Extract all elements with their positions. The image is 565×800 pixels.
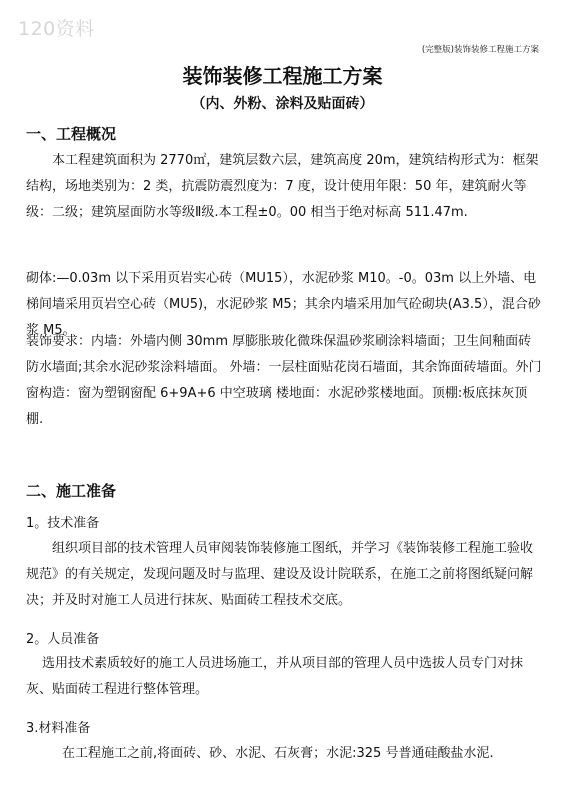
paragraph-materials: 在工程施工之前,将面砖、砂、水泥、石灰膏；水泥:325 号普通硅酸盐水泥. (62, 746, 494, 761)
paragraph-decoration: 装饰要求：内墙：外墙内侧 30mm 厚膨胀玻化微珠保温砂浆刷涂料墙面；卫生间釉面砖防水墙面;其余水泥砂浆涂料墙面。 外墙：一层柱面贴花岗石墙面，其余饰面砖墙面。外门窗构造：窗为塑钢窗配 6+9A+6 中空玻璃 楼地面：水泥砂浆楼地面。顶棚:板底抹灰顶棚. (26, 334, 542, 427)
document-subtitle: （内、外粉、涂料及贴面砖） (191, 96, 374, 112)
subheading-technical: 1。技术准备 (26, 516, 100, 531)
header-note: (完整版)装饰装修工程施工方案 (421, 45, 539, 55)
watermark: 120资料 (18, 18, 95, 40)
subheading-materials: 3.材料准备 (26, 721, 91, 736)
section-heading-preparation: 二、施工准备 (26, 482, 117, 500)
paragraph-technical: 组织项目部的技术管理人员审阅装饰装修施工图纸，并学习《装饰装修工程施工验收规范》的有关规定，发现问题及时与监理、建设及设计院联系，在施工之前将图纸疑问解决；并及时对施工人员进行抹灰、贴面砖工程技术交底。 (26, 541, 534, 608)
paragraph-overview: 本工程建筑面积为 2770㎡，建筑层数六层，建筑高度 20m，建筑结构形式为：框架结构，场地类别为：2 类，抗震防震烈度为：7 度，设计使用年限：50 年，建筑耐火等级：二级；建筑屋面防水等级Ⅱ级.本工程±0。00 相当于绝对标高 511.47m. (26, 153, 539, 220)
paragraph-personnel: 选用技术素质较好的施工人员进场施工，并从项目部的管理人员中选拔人员专门对抹灰、贴面砖工程进行整体管理。 (26, 656, 524, 697)
paragraph-masonry: 砌体:—0.03m 以下采用页岩实心砖（MU15），水泥砂浆 M10。-0。03m 以上外墙、电梯间墙采用页岩空心砖（MU5)，水泥砂浆 M5；其余内墙采用加气砼砌块(A3.5），混合砂浆 M5。 (26, 271, 541, 338)
section-heading-overview: 一、工程概况 (26, 125, 117, 143)
document-title: 装饰装修工程施工方案 (182, 64, 383, 88)
subheading-personnel: 2。人员准备 (26, 632, 100, 647)
